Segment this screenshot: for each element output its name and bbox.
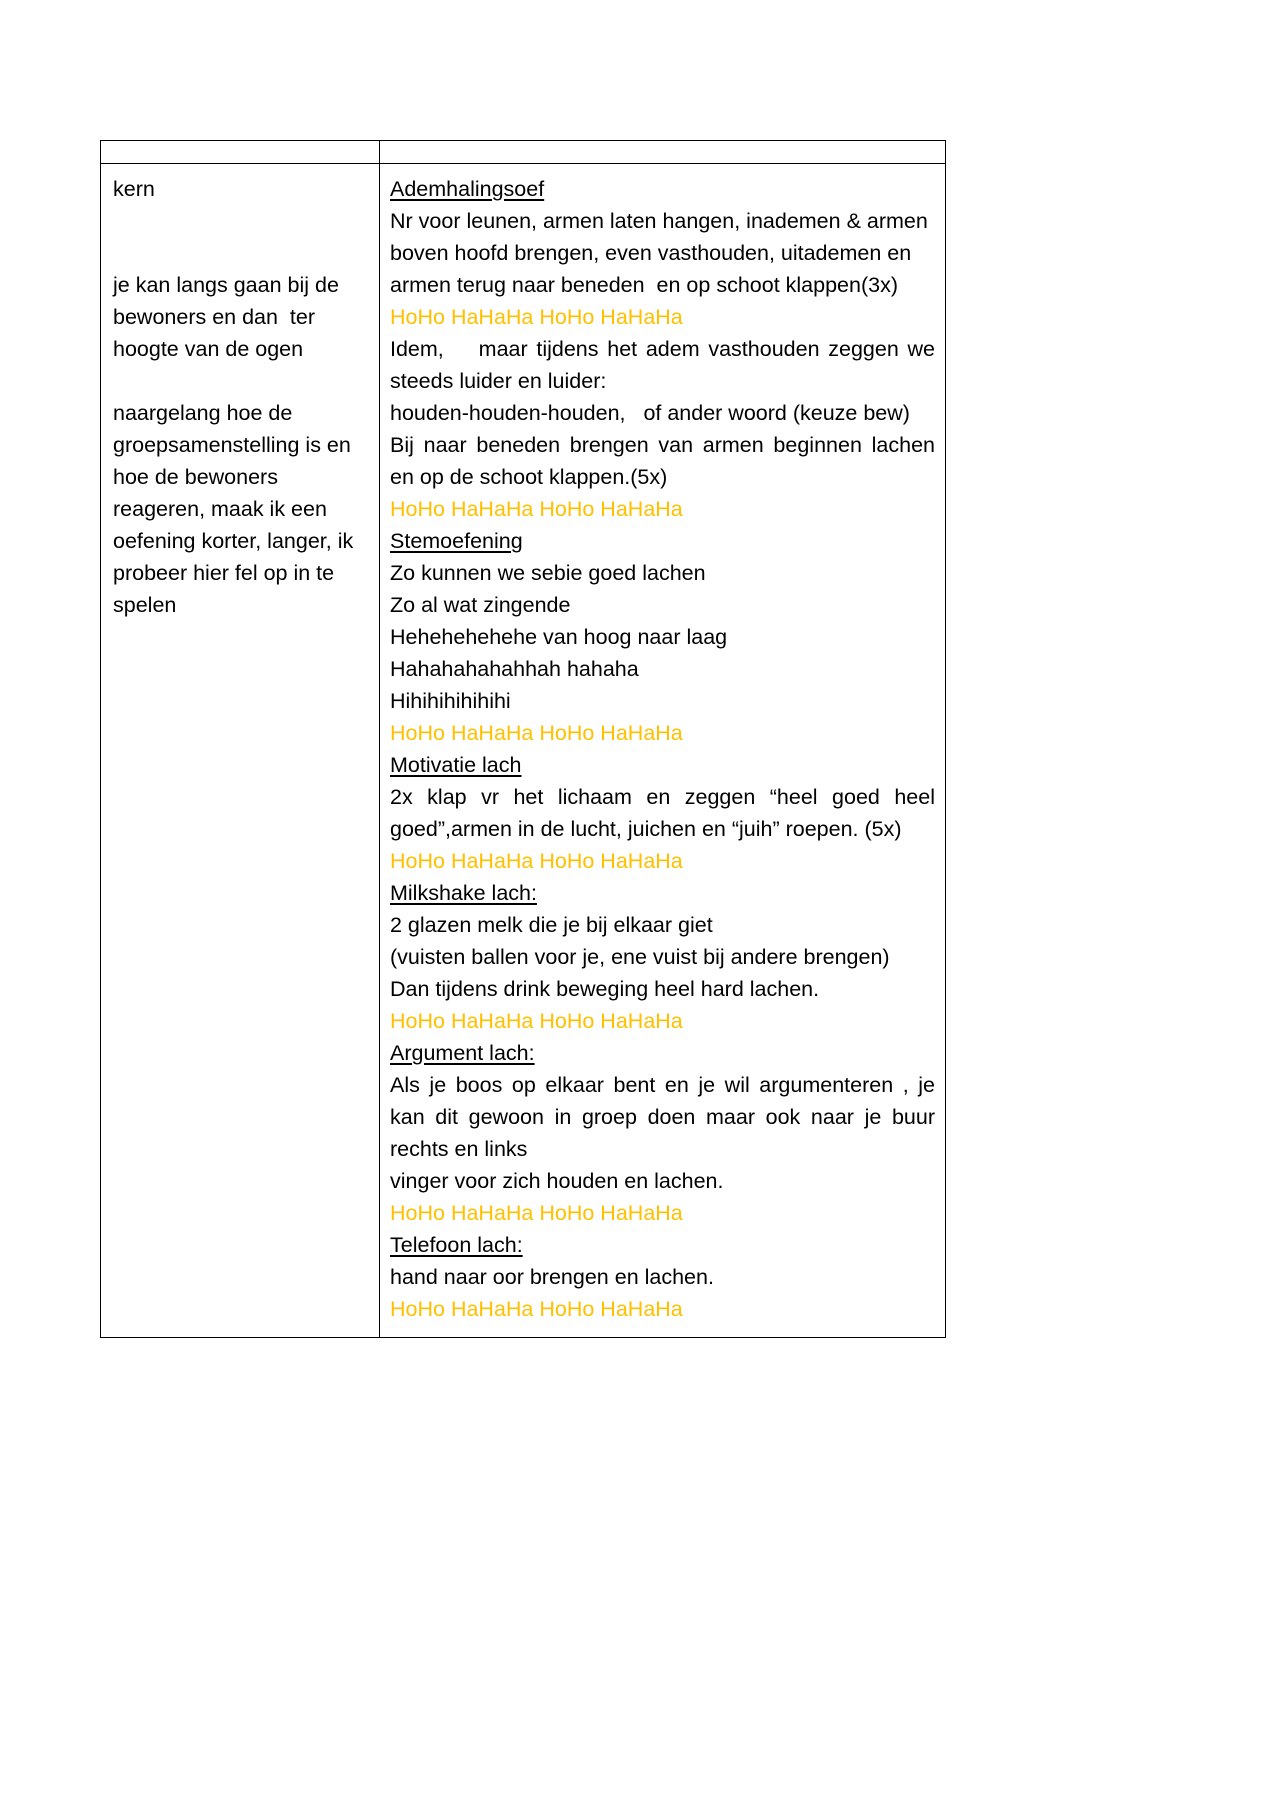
left-paragraph-2: naargelang hoe de groepsamenstelling is en hoe de bewoners reageren, maak ik een oefening korter, langer, ik probeer hier fel op in te spelen — [113, 401, 360, 617]
section-body-ademhalingsoef-1: Nr voor leunen, armen laten hangen, inademen & armen boven hoofd brengen, even vasthouden, uitademen en armen terug naar beneden en op schoot klappen(3x) — [390, 209, 934, 297]
table-content-row — [101, 164, 946, 1338]
left-column-title: kern — [113, 177, 155, 201]
table-header-row — [101, 141, 946, 164]
section-heading-stemoefening: Stemoefening — [390, 529, 523, 553]
right-column-cell — [380, 164, 946, 1338]
left-column-cell — [101, 164, 380, 1338]
section-heading-ademhalingsoef: Ademhalingsoef — [390, 177, 545, 201]
section-body-idem-2: houden-houden-houden, of ander woord (keuze bew) — [390, 401, 910, 425]
section-body-idem-3: Bij naar beneden brengen van armen beginnen lachen en op de schoot klappen.(5x) — [390, 433, 941, 489]
section-body-stemoefening-5: Hihihihihihihi — [390, 689, 511, 713]
content-table — [100, 140, 946, 1338]
section-body-stemoefening-4: Hahahahahahhah hahaha — [390, 657, 639, 681]
header-cell-right — [380, 141, 946, 164]
left-column-body — [101, 164, 379, 635]
section-body-stemoefening-1: Zo kunnen we sebie goed lachen — [390, 561, 706, 585]
left-paragraph-1: je kan langs gaan bij de bewoners en dan ter hoogte van de ogen — [113, 273, 345, 361]
section-body-milkshake-1: 2 glazen melk die je bij elkaar giet — [390, 913, 713, 937]
section-heading-motivatie-lach: Motivatie lach — [390, 753, 522, 777]
section-body-milkshake-3: Dan tijdens drink beweging heel hard lachen. — [390, 977, 820, 1001]
section-body-idem-1: Idem, maar tijdens het adem vasthouden zeggen we steeds luider en luider: — [390, 337, 941, 393]
spacer-line — [113, 365, 367, 397]
section-heading-argument-lach: Argument lach: — [390, 1041, 535, 1065]
section-heading-telefoon-lach: Telefoon lach: — [390, 1233, 523, 1257]
section-body-telefoon-1: hand naar oor brengen en lachen. — [390, 1265, 714, 1289]
refrain-line-1: HoHo HaHaHa HoHo HaHaHa — [390, 305, 683, 329]
section-body-argument-2: vinger voor zich houden en lachen. — [390, 1169, 724, 1193]
refrain-line-2: HoHo HaHaHa HoHo HaHaHa — [390, 497, 683, 521]
refrain-line-7: HoHo HaHaHa HoHo HaHaHa — [390, 1297, 683, 1321]
refrain-line-4: HoHo HaHaHa HoHo HaHaHa — [390, 849, 683, 873]
refrain-line-5: HoHo HaHaHa HoHo HaHaHa — [390, 1009, 683, 1033]
spacer-line — [113, 237, 367, 269]
section-body-stemoefening-2: Zo al wat zingende — [390, 593, 571, 617]
right-column-body — [380, 164, 945, 1337]
spacer-line — [113, 205, 367, 237]
section-body-argument-1: Als je boos op elkaar bent en je wil argumenteren , je kan dit gewoon in groep doen maar ook naar je buur rechts en links — [390, 1073, 941, 1161]
refrain-line-3: HoHo HaHaHa HoHo HaHaHa — [390, 721, 683, 745]
section-body-stemoefening-3: Hehehehehehe van hoog naar laag — [390, 625, 728, 649]
section-heading-milkshake-lach: Milkshake lach: — [390, 881, 537, 905]
section-body-motivatie-1: 2x klap vr het lichaam en zeggen “heel goed heel goed”,armen in de lucht, juichen en “juih” roepen. (5x) — [390, 785, 941, 841]
section-body-milkshake-2: (vuisten ballen voor je, ene vuist bij andere brengen) — [390, 945, 890, 969]
header-cell-left — [101, 141, 380, 164]
refrain-line-6: HoHo HaHaHa HoHo HaHaHa — [390, 1201, 683, 1225]
